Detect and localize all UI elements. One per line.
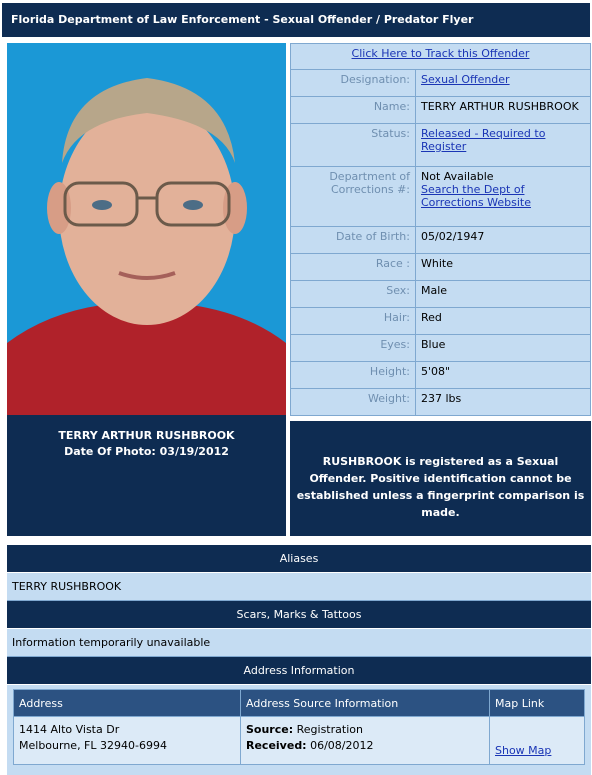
caption-name: TERRY ARTHUR RUSHBROOK	[58, 429, 235, 442]
map-link-cell	[490, 717, 585, 765]
address-source-cell	[241, 717, 490, 765]
height-row	[291, 362, 591, 389]
name-value: TERRY ARTHUR RUSHBROOK	[416, 97, 591, 124]
dob-label: Date of Birth:	[291, 227, 416, 254]
height-value: 5'08"	[416, 362, 591, 389]
height-label: Height:	[291, 362, 416, 389]
race-row	[291, 254, 591, 281]
hair-row	[291, 308, 591, 335]
received-value: 06/08/2012	[310, 739, 374, 752]
hair-value: Red	[416, 308, 591, 335]
scars-heading: Scars, Marks & Tattoos	[7, 601, 591, 629]
show-map-link[interactable]: Show Map	[495, 744, 552, 757]
hair-label: Hair:	[291, 308, 416, 335]
dob-value: 05/02/1947	[416, 227, 591, 254]
table-row	[14, 717, 585, 765]
address-heading: Address Information	[7, 657, 591, 685]
track-offender-link[interactable]: Click Here to Track this Offender	[351, 47, 530, 60]
weight-value: 237 lbs	[416, 389, 591, 416]
additional-information	[7, 545, 591, 775]
received-label: Received:	[246, 739, 307, 752]
identification-notice: RUSHBROOK is registered as a Sexual Offender. Positive identification cannot be established unless a fingerprint comparison is made.	[290, 421, 591, 536]
scars-value: Information temporarily unavailable	[7, 629, 591, 657]
sex-value: Male	[416, 281, 591, 308]
sex-label: Sex:	[291, 281, 416, 308]
sex-row	[291, 281, 591, 308]
source-value: Registration	[296, 723, 363, 736]
weight-label: Weight:	[291, 389, 416, 416]
caption-photo-date: Date Of Photo: 03/19/2012	[64, 445, 229, 458]
dob-row	[291, 227, 591, 254]
address-source-column-header: Address Source Information	[241, 690, 490, 717]
corrections-label: Department of Corrections #:	[291, 167, 416, 227]
offender-photo	[7, 43, 286, 415]
aliases-value: TERRY RUSHBROOK	[7, 573, 591, 601]
designation-label: Designation:	[291, 70, 416, 97]
eyes-row	[291, 335, 591, 362]
corrections-row	[291, 167, 591, 227]
address-line2: Melbourne, FL 32940-6994	[19, 739, 167, 752]
corrections-value: Not Available	[421, 170, 494, 183]
aliases-heading: Aliases	[7, 545, 591, 573]
source-label: Source:	[246, 723, 294, 736]
status-link[interactable]: Released - Required to Register	[421, 127, 546, 153]
corrections-search-link[interactable]: Search the Dept of Corrections Website	[421, 183, 531, 209]
photo-caption	[7, 415, 286, 536]
map-link-column-header: Map Link	[490, 690, 585, 717]
page-title: Florida Department of Law Enforcement - Sexual Offender / Predator Flyer	[2, 3, 590, 37]
address-table	[13, 689, 585, 765]
status-label: Status:	[291, 124, 416, 167]
designation-row	[291, 70, 591, 97]
status-row	[291, 124, 591, 167]
address-column-header: Address	[14, 690, 241, 717]
offender-details-table	[290, 43, 591, 416]
eyes-value: Blue	[416, 335, 591, 362]
name-row	[291, 97, 591, 124]
race-label: Race :	[291, 254, 416, 281]
weight-row	[291, 389, 591, 416]
eyes-label: Eyes:	[291, 335, 416, 362]
address-line1: 1414 Alto Vista Dr	[19, 723, 120, 736]
designation-link[interactable]: Sexual Offender	[421, 73, 510, 86]
address-cell	[14, 717, 241, 765]
track-row	[291, 44, 591, 70]
race-value: White	[416, 254, 591, 281]
name-label: Name:	[291, 97, 416, 124]
